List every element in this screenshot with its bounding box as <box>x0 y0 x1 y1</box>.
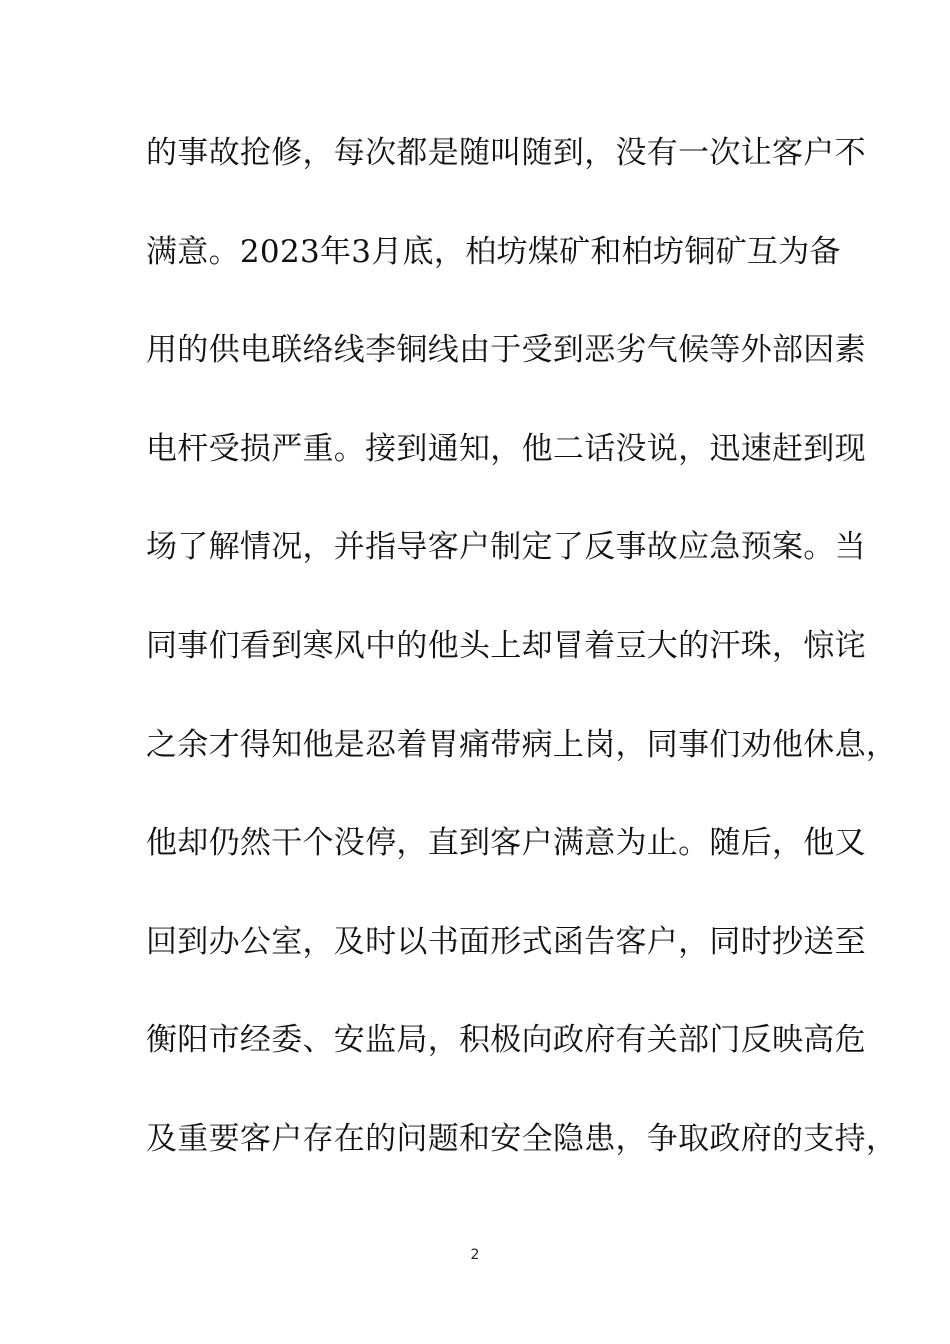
text-line: 他却仍然干个没停，直到客户满意为止。随后，他又 <box>146 825 866 862</box>
page-number: 2 <box>470 1247 480 1263</box>
text-line: 场了解情况，并指导客户制定了反事故应急预案。当 <box>146 529 866 566</box>
text-line: 回到办公室，及时以书面形式函告客户，同时抄送至 <box>146 923 866 960</box>
text-line: 满意。2023年3月底，柏坊煤矿和柏坊铜矿互为备 <box>146 233 841 270</box>
text-line: 的事故抢修，每次都是随叫随到，没有一次让客户不 <box>146 135 866 171</box>
text-line: 之余才得知他是忍着胃痛带病上岗，同事们劝他休息， <box>146 726 898 763</box>
text-line: 同事们看到寒风中的他头上却冒着豆大的汗珠，惊诧 <box>146 627 866 664</box>
text-line: 及重要客户存在的问题和安全隐患，争取政府的支持， <box>146 1120 898 1157</box>
text-line: 电杆受损严重。接到通知，他二话没说，迅速赶到现 <box>146 430 866 467</box>
text-line: 用的供电联络线李铜线由于受到恶劣气候等外部因素 <box>146 332 866 369</box>
body-paragraph <box>146 127 898 1212</box>
text-line: 衡阳市经委、安监局，积极向政府有关部门反映高危 <box>146 1022 866 1059</box>
